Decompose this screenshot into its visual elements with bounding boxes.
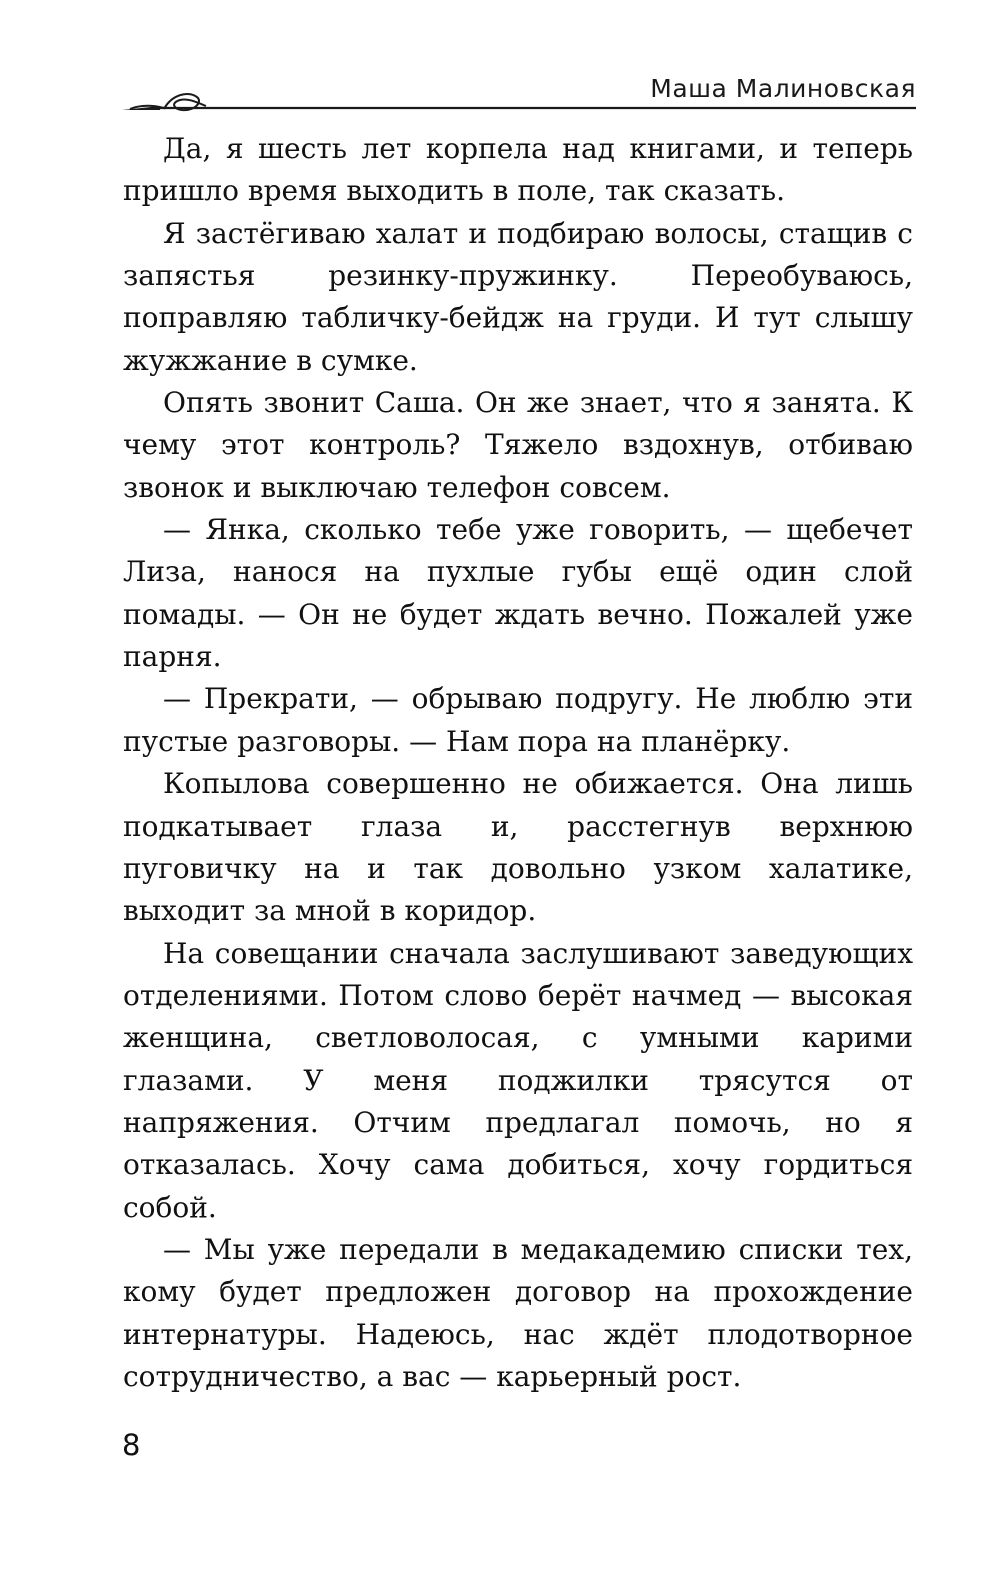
page-number: 8	[122, 1428, 141, 1462]
paragraph: Опять звонит Саша. Он же знает, что я занята. К чему этот контроль? Тяжело вздохнув, отбиваю звонок и выключаю телефон совсем.	[123, 386, 913, 504]
paragraph: На совещании сначала заслушивают заведующих отделениями. Потом слово берёт начмед — высокая женщина, светловолосая, с умными карими глазами. У меня поджилки трясутся от напряжения. Отчим предлагал помочь, но я отказалась. Хочу сама добиться, хочу гордиться собой.	[123, 936, 913, 1224]
paragraph: Копылова совершенно не обижается. Она лишь подкатывает глаза и, расстегнув верхнюю пуговичку на и так довольно узком халатике, выходит за мной в коридор.	[123, 767, 913, 928]
paragraph: Да, я шесть лет корпела над книгами, и теперь пришло время выходить в поле, так сказать.	[123, 132, 913, 208]
body-text	[123, 128, 913, 1398]
quill-flourish-icon	[120, 84, 916, 120]
running-header	[120, 60, 916, 120]
paragraph: — Янка, сколько тебе уже говорить, — щебечет Лиза, нанося на пухлые губы ещё один слой помады. — Он не будет ждать вечно. Пожалей уже парня.	[123, 513, 913, 674]
paragraph: — Прекрати, — обрываю подругу. Не люблю эти пустые разговоры. — Нам пора на планёрку.	[123, 682, 913, 758]
header-author: Маша Малиновская	[650, 74, 916, 103]
paragraph: Я застёгиваю халат и подбираю волосы, стащив с запястья резинку-пружинку. Переобуваюсь, поправляю табличку-бейдж на груди. И тут слышу жужжание в сумке.	[123, 216, 913, 377]
paragraph: — Мы уже передали в медакадемию списки тех, кому будет предложен договор на прохождение интернатуры. Надеюсь, нас ждёт плодотворное сотрудничество, а вас — карьерный рост.	[123, 1232, 913, 1393]
